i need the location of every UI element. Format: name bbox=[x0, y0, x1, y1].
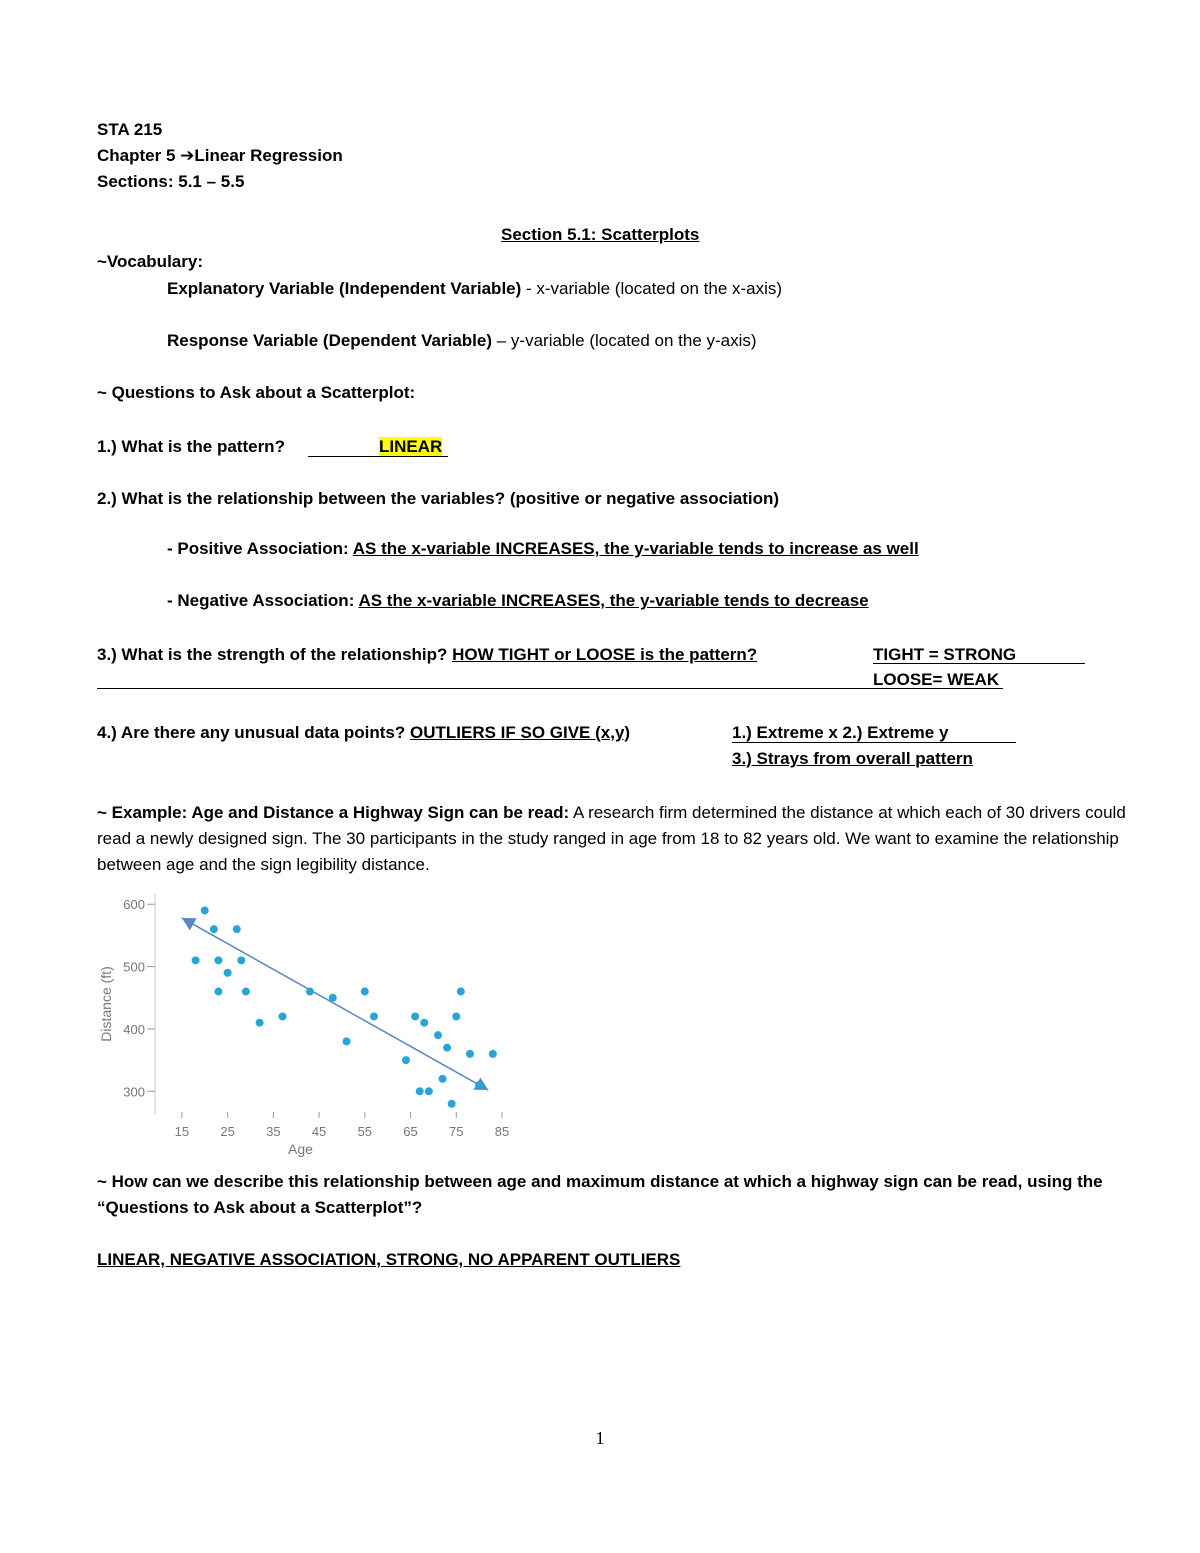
q3-tight: TIGHT = STRONG bbox=[873, 645, 1017, 664]
q4-option-3: 3.) Strays from overall pattern bbox=[732, 749, 973, 768]
course-code: STA 215 bbox=[97, 120, 163, 139]
positive-association: - Positive Association: AS the x-variable INCREASES, the y-variable tends to increase as well bbox=[167, 539, 919, 558]
data-point bbox=[416, 1087, 424, 1095]
y-tick-label: 400 bbox=[123, 1021, 145, 1037]
chapter-title bbox=[97, 145, 343, 167]
y-axis-label: Distance (ft) bbox=[98, 966, 114, 1042]
data-point bbox=[214, 956, 222, 964]
section-title: Section 5.1: Scatterplots bbox=[501, 225, 700, 244]
x-tick-label: 35 bbox=[266, 1124, 281, 1139]
q3-answer: HOW TIGHT or LOOSE is the pattern? bbox=[452, 645, 758, 664]
regression-line bbox=[182, 918, 488, 1090]
data-point bbox=[224, 969, 232, 977]
data-point bbox=[475, 1081, 483, 1089]
data-point bbox=[192, 956, 200, 964]
example-text: A research firm determined the distance at which each of 30 drivers could read a newly designed sign. The 30 participants in the study ranged in age from 18 to 82 years old. We want to examine the relationship between age and the sign legibility distance. bbox=[97, 803, 1126, 874]
data-points bbox=[192, 906, 497, 1107]
data-point bbox=[214, 988, 222, 996]
y-tick-label: 300 bbox=[123, 1084, 145, 1100]
chapter-name: Linear Regression bbox=[194, 146, 343, 165]
data-point bbox=[420, 1019, 428, 1027]
question-1: 1.) What is the pattern? bbox=[97, 437, 285, 456]
describe-question: ~ How can we describe this relationship between age and maximum distance at which a highway sign can be read, using the “Questions to Ask about a Scatterplot”? bbox=[97, 1172, 1103, 1217]
data-point bbox=[242, 988, 250, 996]
x-tick-labels bbox=[175, 1112, 510, 1139]
example-label: ~ Example: Age and Distance a Highway Sign can be read: bbox=[97, 803, 570, 822]
x-tick-label: 45 bbox=[311, 1124, 327, 1139]
data-point bbox=[201, 906, 209, 914]
data-point bbox=[402, 1056, 410, 1064]
question-2: 2.) What is the relationship between the variables? (positive or negative association) bbox=[97, 489, 780, 508]
x-tick-label: 65 bbox=[403, 1124, 418, 1139]
x-axis-label: Age bbox=[288, 1141, 313, 1157]
y-tick-labels bbox=[123, 897, 145, 1099]
y-tick-label: 600 bbox=[123, 897, 145, 913]
data-point bbox=[361, 988, 369, 996]
q1-answer: LINEAR bbox=[379, 437, 443, 456]
negative-answer: AS the x-variable INCREASES, the y-variable tends to decrease bbox=[358, 591, 869, 610]
example-paragraph bbox=[97, 800, 1127, 878]
response-def: – y-variable (located on the y-axis) bbox=[492, 331, 757, 350]
x-tick-label: 75 bbox=[449, 1124, 464, 1139]
data-point bbox=[256, 1019, 264, 1027]
answer-underline bbox=[732, 742, 1016, 743]
data-point bbox=[278, 1012, 286, 1020]
explanatory-term: Explanatory Variable (Independent Variable) bbox=[167, 279, 522, 298]
data-point bbox=[210, 925, 218, 933]
x-tick-label: 15 bbox=[174, 1124, 190, 1139]
questions-heading: ~ Questions to Ask about a Scatterplot: bbox=[97, 383, 416, 402]
response-term: Response Variable (Dependent Variable) bbox=[167, 331, 493, 350]
x-tick-label: 25 bbox=[220, 1124, 235, 1139]
x-tick-label: 55 bbox=[357, 1124, 373, 1139]
vocab-heading: ~Vocabulary: bbox=[97, 252, 203, 271]
scatterplot-chart bbox=[97, 888, 517, 1158]
question-3: 3.) What is the strength of the relationship? HOW TIGHT or LOOSE is the pattern? bbox=[97, 645, 758, 664]
answer-underline bbox=[873, 663, 1085, 664]
data-point bbox=[448, 1100, 456, 1108]
page-number: 1 bbox=[595, 1428, 605, 1448]
data-point bbox=[489, 1050, 497, 1058]
data-point bbox=[425, 1087, 433, 1095]
question-4: 4.) Are there any unusual data points? OUTLIERS IF SO GIVE (x,y) bbox=[97, 723, 631, 742]
data-point bbox=[343, 1037, 351, 1045]
answer-underline bbox=[97, 688, 1003, 689]
data-point bbox=[452, 1012, 460, 1020]
q4-answer: OUTLIERS IF SO GIVE (x,y) bbox=[409, 723, 631, 742]
x-tick-label: 85 bbox=[494, 1124, 510, 1139]
data-point bbox=[237, 956, 245, 964]
y-gridlines bbox=[147, 894, 155, 1114]
data-point bbox=[443, 1044, 451, 1052]
data-point bbox=[457, 988, 465, 996]
data-point bbox=[329, 994, 337, 1002]
data-point bbox=[439, 1075, 447, 1083]
arrow-right-icon: ➔ bbox=[180, 146, 195, 165]
q3-loose: LOOSE= WEAK bbox=[873, 670, 1000, 689]
describe-answer: LINEAR, NEGATIVE ASSOCIATION, STRONG, NO APPARENT OUTLIERS bbox=[97, 1250, 681, 1269]
response-definition bbox=[167, 330, 757, 352]
data-point bbox=[306, 988, 314, 996]
negative-association: - Negative Association: AS the x-variable INCREASES, the y-variable tends to decrease bbox=[167, 591, 869, 610]
sections-range: Sections: 5.1 – 5.5 bbox=[97, 172, 245, 191]
data-point bbox=[466, 1050, 474, 1058]
explanatory-def: - x-variable (located on the x-axis) bbox=[521, 279, 783, 298]
data-point bbox=[411, 1012, 419, 1020]
data-point bbox=[370, 1012, 378, 1020]
y-tick-label: 500 bbox=[123, 959, 145, 975]
positive-answer: AS the x-variable INCREASES, the y-variable tends to increase as well bbox=[352, 539, 919, 558]
q4-options: 1.) Extreme x 2.) Extreme y bbox=[732, 723, 949, 742]
explanatory-definition bbox=[167, 278, 782, 300]
data-point bbox=[434, 1031, 442, 1039]
data-point bbox=[233, 925, 241, 933]
chapter-prefix: Chapter 5 bbox=[97, 146, 181, 165]
